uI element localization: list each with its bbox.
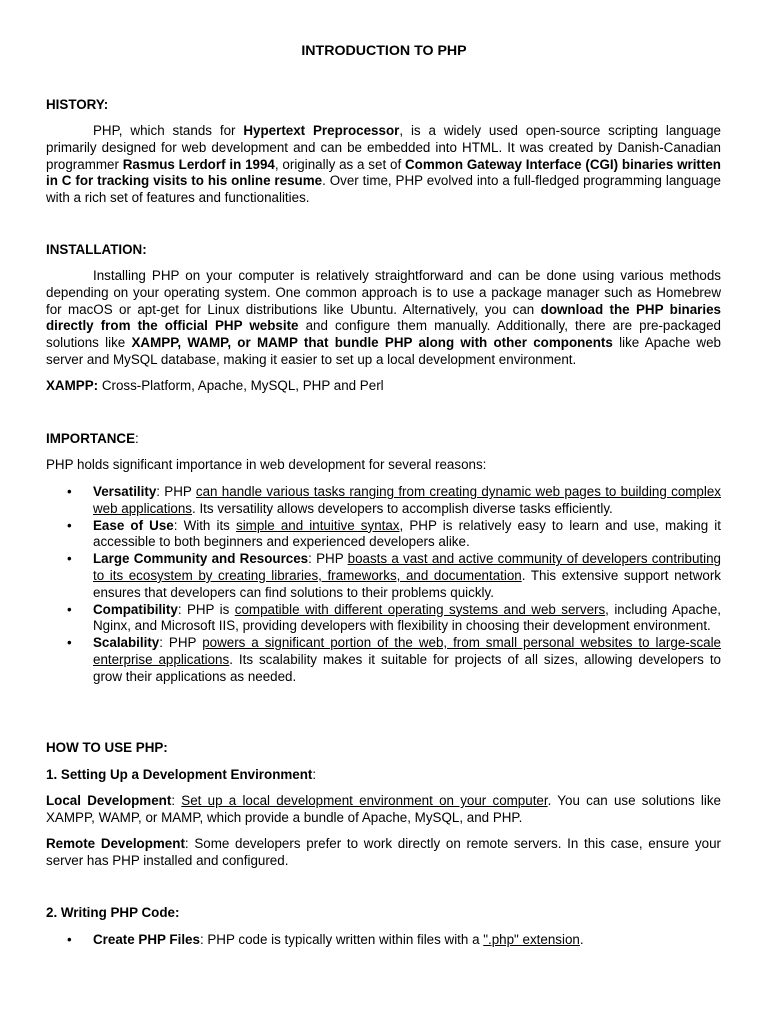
list-item: • Compatibility: PHP is compatible with different operating systems and web servers, including Apache, Nginx, and Microsoft IIS, providing developers with flexibility in choosing their development environment. xyxy=(67,601,721,634)
importance-list xyxy=(46,484,721,686)
installation-paragraph: Installing PHP on your computer is relatively straightforward and can be done using various methods depending on your operating system. One common approach is to use a package manager such as Homebrew for macOS or apt-get for Linux distributions like Ubuntu. Alternatively, you can download the PHP binaries directly from the official PHP website and configure them manually. Additionally, there are pre-packaged solutions like XAMPP, WAMP, or MAMP that bundle PHP along with other components like Apache web server and MySQL database, making it easier to set up a local development environment. xyxy=(46,268,722,367)
importance-heading: IMPORTANCE: xyxy=(46,431,139,446)
bullet-icon: • xyxy=(67,484,72,499)
list-item: • Versatility: PHP can handle various tasks ranging from creating dynamic web pages to building complex web applications. Its versatility allows developers to accomplish diverse tasks efficiently. xyxy=(67,484,721,516)
history-heading: HISTORY: xyxy=(46,97,109,112)
howto-heading: HOW TO USE PHP: xyxy=(46,740,168,755)
list-item: • Large Community and Resources: PHP boasts a vast and active community of developers contributing to its ecosystem by creating libraries, frameworks, and documentation. This extensive support network ensures that developers can find solutions to their problems quickly. xyxy=(67,551,722,600)
list-item: • Scalability: PHP powers a significant portion of the web, from small personal websites to large-scale enterprise applications. Its scalability makes it suitable for projects of all sizes, allowing developers to grow their applications as needed. xyxy=(67,635,722,684)
document-title: INTRODUCTION TO PHP xyxy=(301,43,467,59)
history-paragraph: PHP, which stands for Hypertext Preprocessor, is a widely used open-source scripting language primarily designed for web development and can be embedded into HTML. It was created by Danish-Canadian programmer Rasmus Lerdorf in 1994, originally as a set of Common Gateway Interface (CGI) binaries written in C for tracking visits to his online resume. Over time, PHP evolved into a full-fledged programming language with a rich set of features and functionalities. xyxy=(46,123,721,206)
bullet-icon: • xyxy=(67,932,72,947)
bullet-icon: • xyxy=(67,601,72,617)
step2-heading: 2. Writing PHP Code: xyxy=(46,905,180,920)
bullet-icon: • xyxy=(67,635,72,651)
step1-heading: 1. Setting Up a Development Environment: xyxy=(46,767,317,782)
step2-list xyxy=(46,932,721,949)
installation-heading: INSTALLATION: xyxy=(46,242,147,257)
list-item: • Create PHP Files: PHP code is typically written within files with a ".php" extension. xyxy=(67,932,584,947)
remote-development-paragraph: Remote Development: Some developers prefer to work directly on remote servers. In this case, ensure your server has PHP installed and configured. xyxy=(46,836,721,868)
importance-intro: PHP holds significant importance in web development for several reasons: xyxy=(46,457,487,472)
xampp-line: XAMPP: Cross-Platform, Apache, MySQL, PHP and Perl xyxy=(46,378,384,393)
bullet-icon: • xyxy=(67,551,72,567)
bullet-icon: • xyxy=(67,517,72,533)
list-item: • Ease of Use: With its simple and intuitive syntax, PHP is relatively easy to learn and use, making it accessible to both beginners and experienced developers alike. xyxy=(67,517,721,550)
local-development-paragraph: Local Development: Set up a local development environment on your computer. You can use solutions like XAMPP, WAMP, or MAMP, which provide a bundle of Apache, MySQL, and PHP. xyxy=(46,793,721,825)
